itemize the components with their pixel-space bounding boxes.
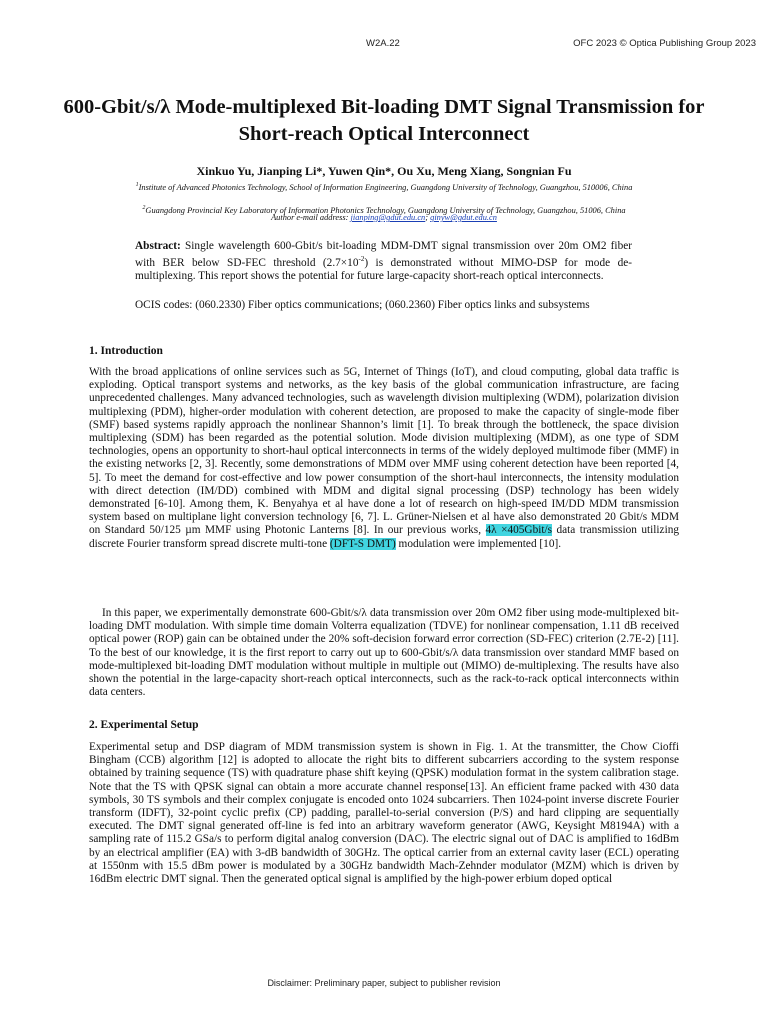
abstract-label: Abstract: bbox=[135, 240, 181, 252]
disclaimer-footer: Disclaimer: Preliminary paper, subject to publisher revision bbox=[267, 978, 501, 988]
affiliation-text: Guangdong Provincial Key Laboratory of Information Photonics Technology, Guangdong University of Technology, Guangzhou, 51006, China bbox=[145, 205, 626, 215]
author-email-line bbox=[60, 213, 708, 224]
abstract bbox=[135, 240, 632, 283]
affiliation-text: Institute of Advanced Photonics Technology, School of Information Engineering, Guangdong University of Technology, Guangzhou, 510006, China bbox=[138, 182, 633, 192]
intro-paragraph-2: In this paper, we experimentally demonstrate 600-Gbit/s/λ data transmission over 20m OM2 fiber using mode-multiplexed bit-loading DMT modulation. With simple time domain Volterra equalization (TDVE) for nonlinear compensation, 1.11 dB received optical power (ROP) gain can be obtained under the 20% soft-decision forward error correction (SD-FEC) criterion (2.7E-2) [11]. To the best of our knowledge, it is the first report to carry out up to 600-Gbit/s/λ data transmission over standard MMF based on mode-multiplexed bit-loading DMT modulation without multiple in multiple out (MIMO) de-multiplexing. The results have also shown the potential in the large-capacity short-reach optical interconnects, such as the rack-to-rack optical interconnects within data centers. bbox=[89, 607, 679, 699]
section-heading-setup: 2. Experimental Setup bbox=[89, 719, 199, 731]
email-link-2[interactable]: qinyw@gdut.edu.cn bbox=[430, 213, 497, 222]
setup-paragraph-1: Experimental setup and DSP diagram of MDM transmission system is shown in Fig. 1. At the transmitter, the Chow Cioffi Bingham (CCB) algorithm [12] is adopted to allocate the right bits to different subcarriers according to the system response obtained by training sequence (TS) with quadrature phase shift keying (QPSK) modulation format in the system calibration stage. Note that the TS with QPSK signal can obtain a more accurate channel response[13]. An efficient frame packed with 430 data symbols, 30 TS symbols and their complex conjugate is encoded onto 1024 subcarriers. Then 1024-point inverse discrete Fourier transform (IDFT), 32-point cyclic prefix (CP) padding, parallel-to-serial conversion (P/S) and hard clipping are sequentially executed. The DMT signal generated off-line is fed into an arbitrary waveform generator (AWG, Keysight M8194A) with a sampling rate of 115.2 GSa/s to perform digital analog conversion (DAC). The electric signal out of DAC is amplified to 16dBm by an electrical amplifier (EA) with 3-dB bandwidth of 30GHz. The optical carrier from an external cavity laser (ECL) operating at 1550nm with 15.5 dBm power is modulated by a 30GHz bandwidth Mach-Zehnder modulator (MZM) which is driven by 16dBm electric DMT signal. Then the generated optical signal is amplified by the high-power erbium doped optical bbox=[89, 741, 679, 886]
intro-text-1: With the broad applications of online services such as 5G, Internet of Things (IoT), and cloud computing, global data traffic is exploding. Optical transport systems and networks, as the key basis of the global communication infrastructure, are facing unprecedented challenges. Many advanced technologies, such as wavelength division multiplexing (WDM), polarization division multiplexing (PDM), higher-order modulation with coherent detection, are proposed to make the capacity of single-mode fiber (SMF) based systems rapidly approach the nonlinear Shannon’s limit [1]. To break through the bottleneck, the space division multiplexing (SDM) has been regarded as the potential solution. Mode division multiplexing (MDM), as one type of SDM technologies, opens an opportunity to short-haul optical interconnects in terms of the widely deployed multimode fiber (MMF) in the existing networks [2, 3]. Recently, some demonstrations of MDM over MMF using coherent detection have been reported [4, 5]. To meet the demand for cost-effective and low power consumption of the short-haul interconnects, the intensity modulation with direct detection (IM/DD) combined with MDM and digital signal processing (DSP) technology has been widely demonstrated [6-10]. Among them, K. Benyahya et al have done a lot of research on high-speed IM/DD MDM transmission system based on multiplane light conversion technology [6, 7]. L. Grüner-Nielsen et al have also demonstrated 20 Gbit/s MDM on Standard 50/125 µm MMF using Photonic Lanterns [8]. In our previous works, bbox=[89, 366, 679, 537]
affiliation-mark: 2 bbox=[142, 205, 146, 211]
highlighted-text-1: 4λ ×405Gbit/s bbox=[485, 524, 553, 537]
intro-text-3: modulation were implemented [10]. bbox=[395, 537, 562, 550]
abstract-text-1: Single wavelength 600-Gbit/s bit-loading MDM-DMT signal transmission over 20m OM2 fiber with BER below SD-FEC threshold (2.7×10 bbox=[135, 240, 632, 269]
ocis-codes: OCIS codes: (060.2330) Fiber optics communications; (060.2360) Fiber optics links and subsystems bbox=[135, 299, 590, 311]
paper-code: W2A.22 bbox=[366, 38, 400, 49]
email-link-1[interactable]: jianping@gdut.edu.cn bbox=[350, 213, 426, 222]
intro-paragraph-1 bbox=[89, 366, 679, 551]
affiliation-1 bbox=[60, 180, 708, 193]
abstract-text-2: ) is demonstrated without MIMO-DSP for mode de-multiplexing. This report shows the potential for future large-capacity short-reach optical interconnects. bbox=[135, 256, 632, 283]
paper-title: 600-Gbit/s/λ Mode-multiplexed Bit-loading DMT Signal Transmission for Short-reach Optical Interconnect bbox=[63, 96, 705, 145]
affiliation-mark: 1 bbox=[135, 182, 139, 188]
email-separator: ; bbox=[425, 213, 431, 222]
intro-text-2: data transmission utilizing discrete Fourier transform spread discrete multi-tone bbox=[89, 524, 679, 550]
section-heading-introduction: 1. Introduction bbox=[89, 345, 163, 357]
abstract-exponent: -2 bbox=[358, 255, 365, 264]
author-list: Xinkuo Yu, Jianping Li*, Yuwen Qin*, Ou Xu, Meng Xiang, Songnian Fu bbox=[196, 164, 572, 178]
email-label: Author e-mail address: bbox=[271, 213, 351, 222]
highlighted-text-2: (DFT-S DMT) bbox=[329, 537, 396, 550]
conference-copyright: OFC 2023 © Optica Publishing Group 2023 bbox=[573, 38, 756, 49]
